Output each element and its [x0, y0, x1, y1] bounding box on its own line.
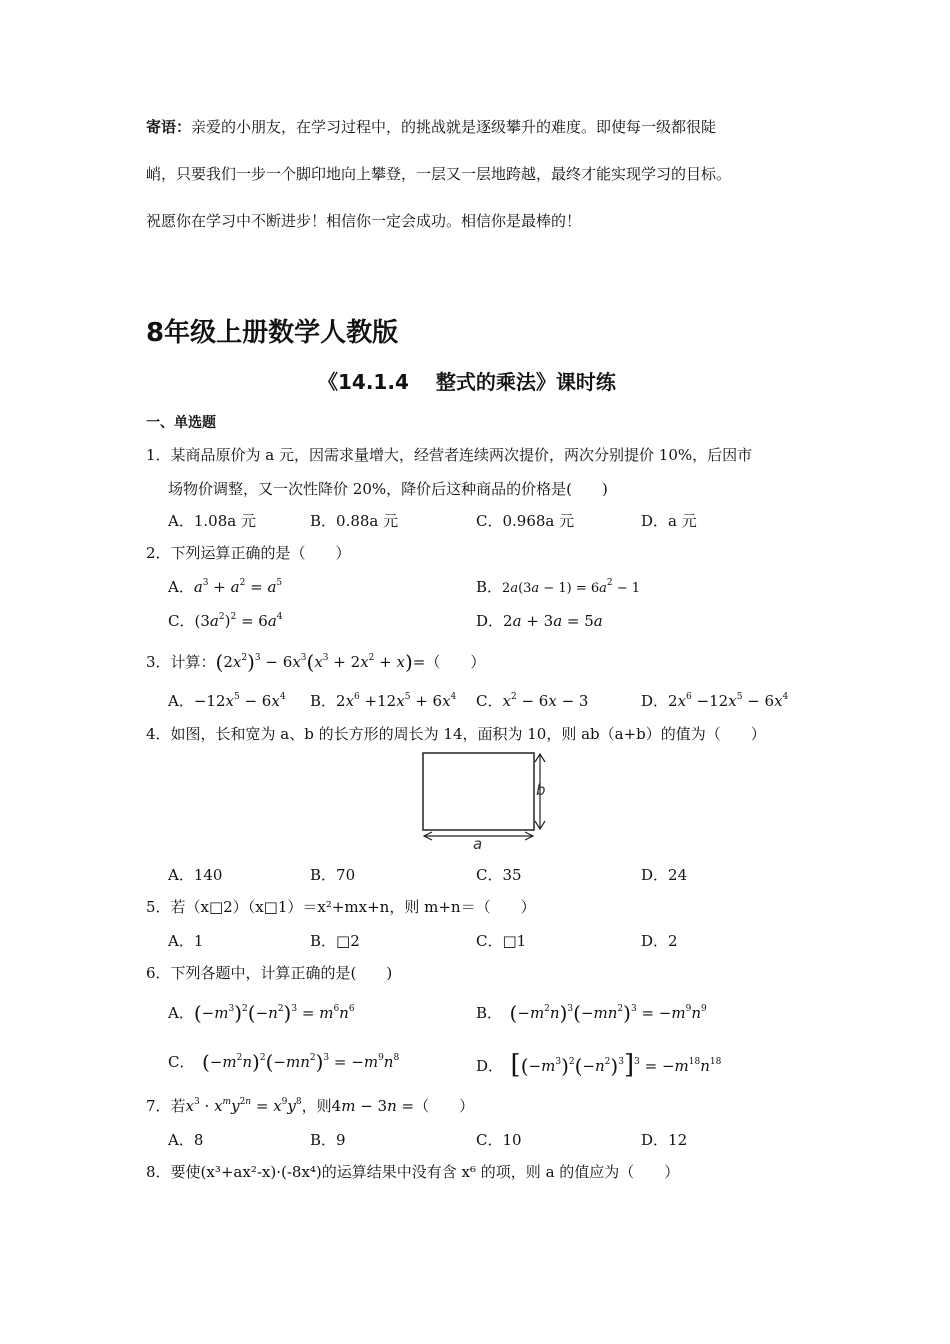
- q4-option-c: C．35: [476, 866, 522, 884]
- q5-option-a: A．1: [168, 932, 204, 950]
- q3-option-a: A．$-12x^5 - 6x^4$: [168, 692, 286, 710]
- q3-option-c: C．$x^2 - 6x - 3$: [476, 692, 589, 710]
- label-a: a: [473, 835, 483, 852]
- question-5-stem: 5．若（x□2）（x□1）＝x²+mx+n，则 m+n＝（ ）: [146, 898, 536, 916]
- question-1-line-1: 1．某商品原价为 a 元，因需求量增大，经营者连续两次提价，两次分别提价 10%，后因市: [146, 446, 753, 464]
- question-8-stem: 8．要使(x³+ax²-x)·(-8x⁴)的运算结果中没有含 x⁶ 的项，则 a 的值应为（ ）: [146, 1163, 680, 1181]
- intro-line-2: 峭，只要我们一步一个脚印地向上攀登，一层又一层地跨越，最终才能实现学习的目标。: [146, 165, 732, 183]
- q2-option-b: B．$2a(3a - 1) = 6a^2 - 1$: [476, 578, 641, 596]
- q4-option-b: B．70: [310, 866, 356, 884]
- q6-option-b: B． $(-m^2n)^3(-mn^2)^3 = -m^9n^9$: [476, 1001, 707, 1025]
- rectangle-figure: [414, 748, 554, 852]
- q6-option-a: A．$(-m^3)^2(-n^2)^3 = m^6n^6$: [168, 1001, 355, 1025]
- q7-option-a: A．8: [168, 1131, 204, 1149]
- q5-option-d: D．2: [641, 932, 678, 950]
- intro-line-1: 寄语：亲爱的小朋友，在学习过程中，的挑战就是逐级攀升的难度。即使每一级都很陡: [146, 118, 717, 136]
- q5-option-b: B．□2: [310, 932, 360, 950]
- page-subtitle: 《14.1.4 整式的乘法》课时练: [318, 370, 616, 394]
- q1-option-a: A．1.08a 元: [168, 512, 256, 530]
- question-6-stem: 6．下列各题中，计算正确的是( ): [146, 964, 393, 982]
- q2-option-d: D．2a + 3a = 5a: [476, 612, 603, 630]
- q6-option-c: C． $(-m^2n)^2(-mn^2)^3 = -m^9n^8$: [168, 1050, 400, 1074]
- q1-option-b: B．0.88a 元: [310, 512, 399, 530]
- q4-option-a: A．140: [168, 866, 223, 884]
- q7-option-b: B．9: [310, 1131, 346, 1149]
- q3-option-b: B．$2x^6 +12x^5 + 6x^4$: [310, 692, 457, 710]
- q3-option-d: D．$2x^6 -12x^5 - 6x^4$: [641, 692, 789, 710]
- label-b: b: [536, 781, 546, 799]
- q2-option-a: A．$a^3 + a^2 = a^5$: [168, 578, 283, 596]
- question-4-stem: 4．如图，长和宽为 a、b 的长方形的周长为 14，面积为 10，则 ab（a+b）的值为（ ）: [146, 725, 766, 743]
- rectangle-shape: [423, 753, 534, 830]
- q6-option-d: D． $[(-m^3)^2(-n^2)^3]^3 = -m^{18}n^{18}$: [476, 1050, 722, 1080]
- q7-option-d: D．12: [641, 1131, 688, 1149]
- q1-option-c: C．0.968a 元: [476, 512, 575, 530]
- question-1-line-2: 场物价调整，又一次性降价 20%，降价后这种商品的价格是( ): [168, 480, 608, 498]
- question-2-stem: 2．下列运算正确的是（ ）: [146, 544, 351, 562]
- q2-option-c: C．$(3a^2)^2 = 6a^4$: [168, 612, 283, 630]
- page-title: 8年级上册数学人教版: [146, 318, 399, 348]
- q4-option-d: D．24: [641, 866, 688, 884]
- question-7-stem: 7．若$x^3 \cdot x^my^{2n} = x^9y^8$，则4m − 3n =（ ）: [146, 1097, 475, 1115]
- section-heading: 一、单选题: [146, 415, 216, 431]
- q5-option-c: C．□1: [476, 932, 527, 950]
- q7-option-c: C．10: [476, 1131, 522, 1149]
- question-3-stem: 3．计算：$(2x^2)^3 - 6x^3(x^3 + 2x^2 + x)=$（ ）: [146, 650, 486, 674]
- intro-label: 寄语：: [146, 118, 192, 136]
- intro-line-3: 祝愿你在学习中不断进步！相信你一定会成功。相信你是最棒的！: [146, 212, 582, 230]
- q1-option-d: D．a 元: [641, 512, 697, 530]
